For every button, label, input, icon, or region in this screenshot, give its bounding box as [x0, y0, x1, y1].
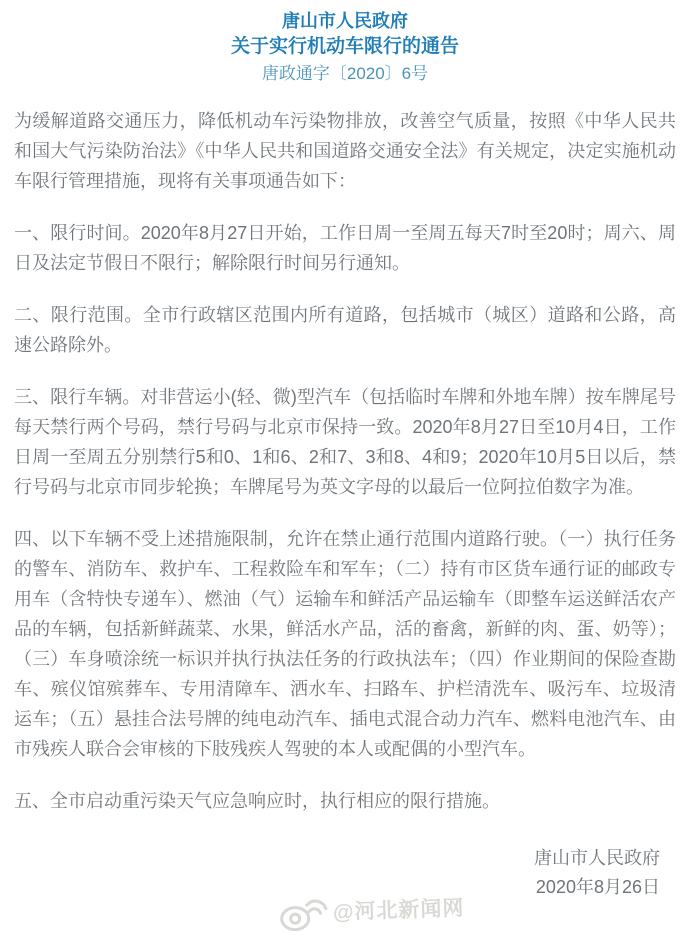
issuing-org-title: 唐山市人民政府	[282, 11, 408, 31]
notice-header	[0, 0, 690, 86]
intro-paragraph: 为缓解道路交通压力，降低机动车污染物排放，改善空气质量，按照《中华人民共和国大气污染防治法》《中华人民共和国道路交通安全法》有关规定，决定实施机动车限行管理措施，现将有关事项通告如下：	[14, 111, 676, 191]
item-1-restriction-time: 一、限行时间。2020年8月27日开始，工作日周一至周五每天7时至20时；周六、周日及法定节假日不限行；解除限行时间另行通知。	[14, 223, 676, 273]
doc-number: 唐政通字〔2020〕6号	[261, 64, 429, 83]
item-5-heavy-pollution-response: 五、全市启动重污染天气应急响应时，执行相应的限行措施。	[14, 791, 500, 811]
item-4-exempt-vehicles: 四、以下车辆不受上述措施限制，允许在禁止通行范围内道路行驶。（一）执行任务的警车、消防车、救护车、工程救险车和军车；（二）持有市区货车通行证的邮政专用车（含特快专递车）、燃油（气）运输车和鲜活产品运输车（即整车运送鲜活农产品的车辆，包括新鲜蔬菜、水果，鲜活水产品，活的畜禽，新鲜的肉、蛋、奶等）；（三）车身喷涂统一标识并执行执法任务的行政执法车；（四）作业期间的保险查勘车、殡仪馆殡葬车、专用清障车、洒水车、扫路车、护栏清洗车、吸污车、垃圾清运车；（五）悬挂合法号牌的纯电动汽车、插电式混合动力汽车、燃料电池汽车、由市残疾人联合会审核的下肢残疾人驾驶的本人或配偶的小型汽车。	[14, 529, 676, 759]
notice-body	[0, 86, 690, 816]
item-3-restricted-vehicles: 三、限行车辆。对非营运小(轻、微)型汽车（包括临时车牌和外地车牌）按车牌尾号每天禁行两个号码，禁行号码与北京市保持一致。2020年8月27日至10月4日，工作日周一至周五分别禁行5和0、1和6、2和7、3和8、4和9；2020年10月5日以后，禁行号码与北京市同步轮换；车牌尾号为英文字母的以最后一位阿拉伯数字为准。	[14, 387, 676, 497]
signature-org: 唐山市人民政府	[534, 848, 660, 868]
watermark-text: @河北新闻网	[332, 896, 465, 925]
signature-date: 2020年8月26日	[535, 877, 660, 897]
signature-block	[0, 844, 690, 902]
notice-title: 关于实行机动车限行的通告	[230, 36, 459, 57]
item-2-restriction-area: 二、限行范围。全市行政辖区范围内所有道路，包括城市（城区）道路和公路，高速公路除外。	[14, 305, 676, 355]
